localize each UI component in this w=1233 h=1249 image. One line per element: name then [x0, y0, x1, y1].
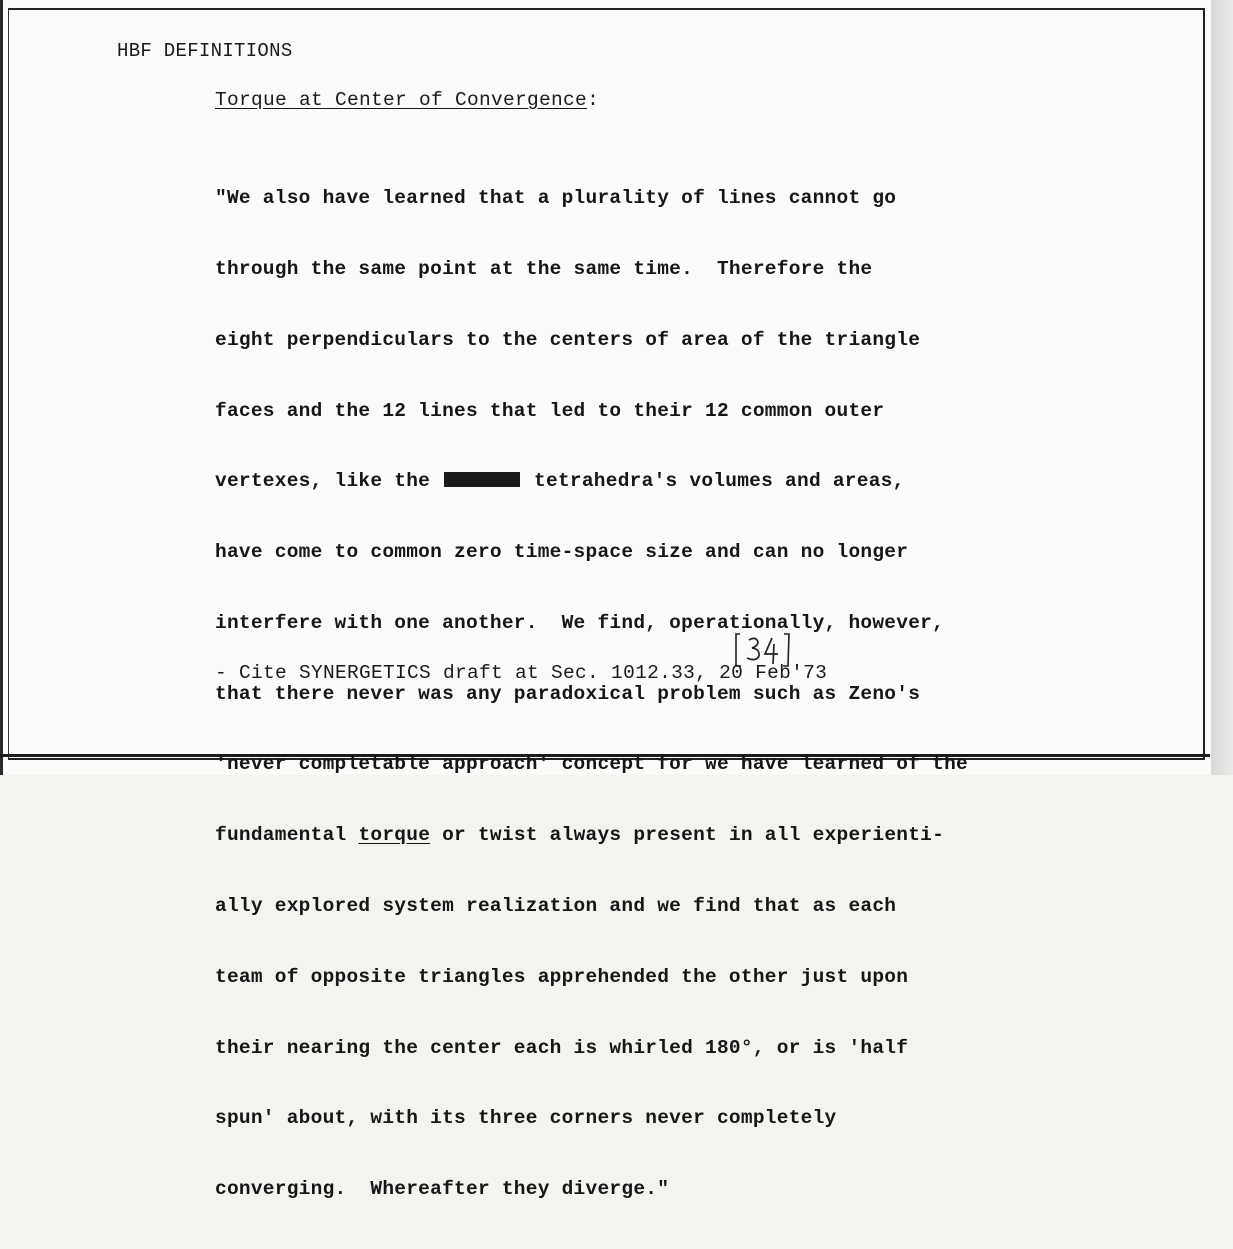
- quote-fragment: tetrahedra's volumes and areas,: [534, 470, 905, 493]
- term-title: Torque at Center of Convergence: [215, 89, 588, 111]
- quote-fragment: fundamental: [215, 824, 347, 847]
- quote-line: "We also have learned that a plurality of lines cannot go: [215, 187, 897, 210]
- left-border: [0, 0, 3, 775]
- card-header: HBF DEFINITIONS: [117, 40, 293, 62]
- quote-line: eight perpendiculars to the centers of area of the triangle: [215, 328, 921, 351]
- quote-line: interfere with one another. We find, operationally, however,: [215, 611, 945, 634]
- definition-quote: [215, 140, 968, 1249]
- quote-line: through the same point at the same time. Therefore the: [215, 257, 873, 280]
- underlined-word: torque: [358, 824, 431, 847]
- definition-term: [215, 89, 599, 111]
- quote-line: 'never completable approach' concept for we have learned of the: [215, 753, 968, 776]
- citation-line: - Cite SYNERGETICS draft at Sec. 1012.33, 20 Feb'73: [215, 662, 828, 684]
- term-colon: :: [587, 89, 600, 111]
- quote-line: their nearing the center each is whirled 180°, or is 'half: [215, 1036, 909, 1059]
- quote-line: [215, 824, 968, 848]
- quote-line: team of opposite triangles apprehended the other just upon: [215, 965, 909, 988]
- quote-line: [215, 470, 968, 494]
- quote-line: converging. Whereafter they diverge.": [215, 1178, 670, 1201]
- quote-line: spun' about, with its three corners never completely: [215, 1107, 837, 1130]
- quote-fragment: vertexes, like the: [215, 470, 431, 493]
- quote-fragment: or twist always present in all experienti-: [442, 824, 945, 847]
- quote-line: have come to common zero time-space size and can no longer: [215, 541, 909, 564]
- scan-edge: [1211, 0, 1233, 775]
- quote-line: ally explored system realization and we find that as each: [215, 895, 897, 917]
- quote-line: faces and the 12 lines that led to their 12 common outer: [215, 399, 885, 422]
- quote-line: that there never was any paradoxical problem such as Zeno's: [215, 682, 921, 705]
- redaction-mark: [444, 472, 520, 487]
